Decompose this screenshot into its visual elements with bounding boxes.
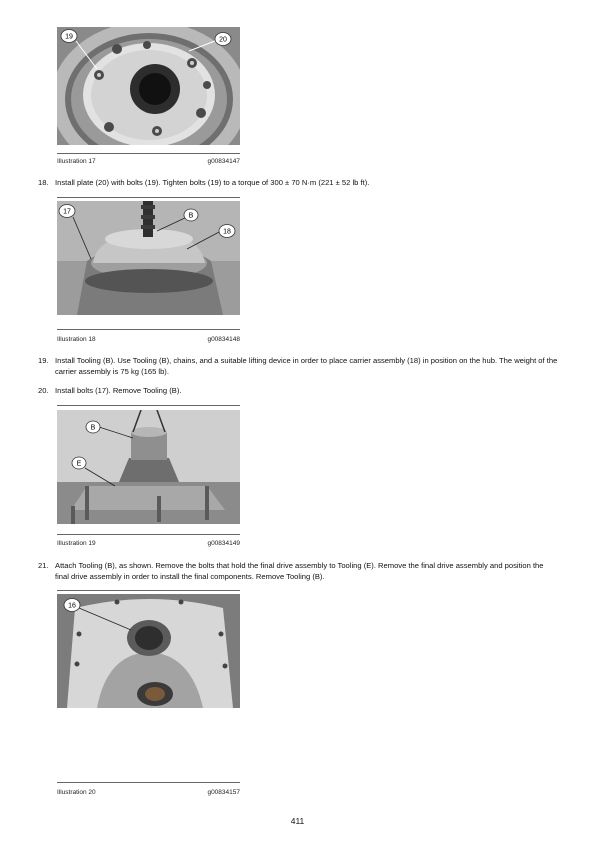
step-number: 21.	[38, 561, 49, 570]
figure-top-rule	[57, 197, 240, 198]
illustration-19-photo	[57, 410, 240, 524]
svg-text:E: E	[76, 460, 82, 468]
svg-text:17: 17	[63, 208, 71, 216]
svg-text:19: 19	[65, 33, 73, 41]
figure-top-rule	[57, 405, 240, 406]
caption-rule	[57, 329, 240, 330]
caption-code: g00834157	[207, 789, 240, 796]
svg-text:18: 18	[223, 228, 231, 236]
callout-19	[61, 30, 77, 43]
step-text: Install bolts (17). Remove Tooling (B).	[55, 386, 182, 395]
illustration-20-photo	[57, 594, 240, 708]
caption-code: g00834147	[207, 158, 240, 165]
illustration-18-photo	[57, 201, 240, 315]
callout-E	[72, 457, 86, 469]
step-number: 19.	[38, 356, 49, 365]
caption-label: Illustration 17	[57, 158, 96, 165]
figure-top-rule	[57, 590, 240, 591]
illustration-17-photo	[57, 27, 240, 145]
caption-rule	[57, 534, 240, 535]
callout-B	[184, 209, 198, 221]
callout-17	[59, 205, 75, 218]
callout-20	[215, 33, 231, 46]
step-text: Install plate (20) with bolts (19). Tighten bolts (19) to a torque of 300 ± 70 N·m (221 ± 52 lb ft).	[55, 178, 370, 187]
step-number: 20.	[38, 386, 49, 395]
svg-text:20: 20	[219, 36, 227, 44]
callout-B	[86, 421, 100, 433]
svg-text:16: 16	[68, 602, 76, 610]
callout-18	[219, 225, 235, 238]
caption-label: Illustration 18	[57, 336, 96, 343]
svg-text:B: B	[90, 424, 96, 432]
callout-16	[64, 599, 80, 612]
caption-rule	[57, 153, 240, 154]
step-number: 18.	[38, 178, 49, 187]
caption-code: g00834149	[207, 540, 240, 547]
caption-code: g00834148	[207, 336, 240, 343]
caption-label: Illustration 19	[57, 540, 96, 547]
page-number: 411	[290, 816, 305, 826]
svg-text:B: B	[188, 212, 194, 220]
caption-label: Illustration 20	[57, 789, 96, 796]
step-text: Install Tooling (B). Use Tooling (B), chains, and a suitable lifting device in order to place carrier assembly (18) in position on the hub. The weight of the carrier assembly is 75 kg (165 lb).	[55, 356, 558, 376]
caption-rule	[57, 782, 240, 783]
step-text: Attach Tooling (B), as shown. Remove the bolts that hold the final drive assembly to Tooling (E). Remove the final drive assembly and position the final drive assembly in order to install the final components. Remove Tooling (B).	[55, 561, 544, 581]
